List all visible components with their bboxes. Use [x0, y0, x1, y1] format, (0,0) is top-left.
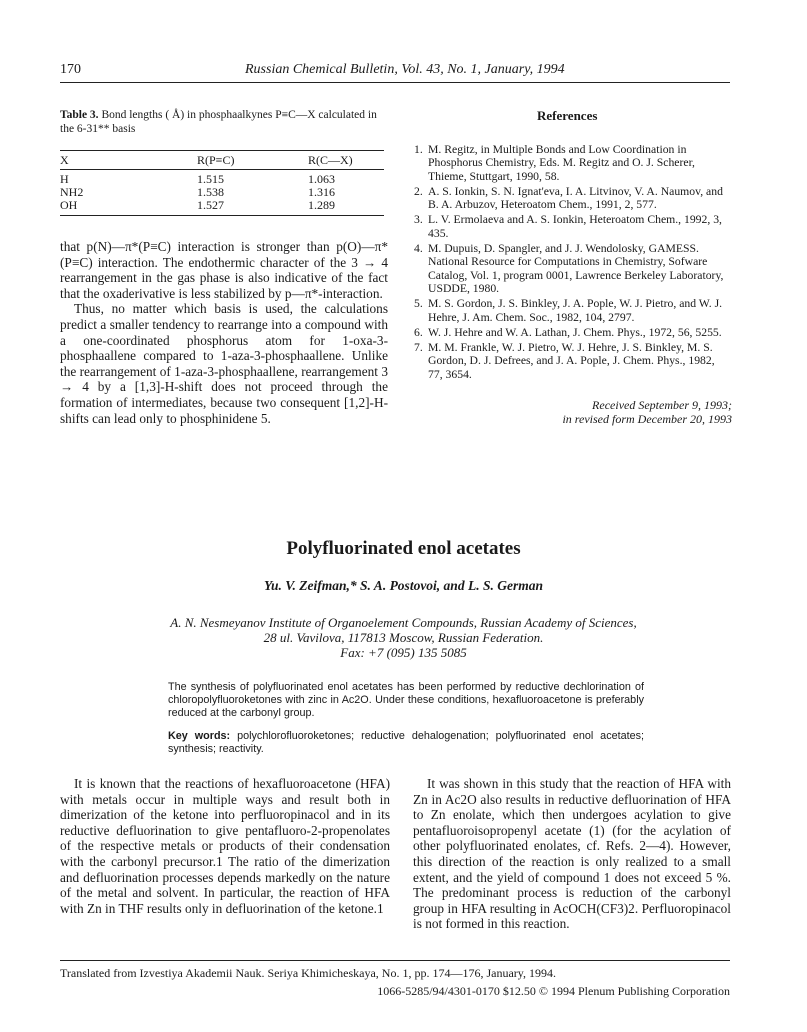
reference-number: 7.	[414, 341, 423, 355]
footer-rule	[60, 960, 730, 961]
abstract	[168, 681, 644, 756]
reference-text: W. J. Hehre and W. A. Lathan, J. Chem. Phys., 1972, 56, 5255.	[428, 325, 722, 339]
reference-item	[414, 297, 732, 324]
table-col-rcx: R(C—X)	[308, 153, 353, 167]
reference-item	[414, 326, 732, 339]
table-cell: NH2	[60, 185, 84, 199]
reference-text: M. Dupuis, D. Spangler, and J. J. Wendolosky, GAMESS. National Resource for Computations in Chemistry, Sofware Catalog, Vol. 1, program 0001, Lawrence Berkeley Laboratory, USDDE, 1980.	[428, 242, 724, 295]
intro-left-column	[60, 776, 390, 916]
article-title: Polyfluorinated enol acetates	[286, 538, 521, 559]
copyright-line: 1066-5285/94/4301-0170 $12.50 © 1994 Plenum Publishing Corporation	[377, 984, 730, 998]
affiliation	[0, 615, 807, 660]
paragraph: It was shown in this study that the reaction of HFA with Zn in Ac2O also results in reductive defluorination of HFA to Zn enolate, which then undergoes acylation to give pentafluoroisopropenyl acetate (1) (for the acylation of other polyfluorinated enolates, cf. Refs. 2—4). However, this direction of the reaction is only realized to a small extent, and the yield of compound 1 does not exceed 5 %. The predominant process is reduction of the carbonyl group in HFA resulting in AcOCH(CF3)2. Perfluoropinacol is not formed in this reaction.	[413, 776, 731, 932]
table-cell: 1.316	[308, 185, 335, 199]
reference-item	[414, 242, 732, 295]
table-col-x: X	[60, 153, 69, 167]
reference-item	[414, 341, 732, 381]
reference-text: M. M. Frankle, W. J. Pietro, W. J. Hehre, J. S. Binkley, M. S. Gordon, D. J. Defrees, and J. A. Pople, J. Chem. Phys., 1982, 77, 3654.	[428, 341, 715, 381]
keywords-text: polychlorofluoroketones; reductive dehalogenation; polyfluorinated enol acetates; synthesis; reactivity.	[168, 730, 645, 755]
left-column-top	[60, 239, 388, 426]
reference-item	[414, 213, 732, 240]
fax-line: Fax: +7 (095) 135 5085	[340, 645, 467, 660]
reference-item	[414, 143, 732, 183]
table-cell: H	[60, 172, 69, 186]
reference-number: 5.	[414, 297, 423, 311]
authors: Yu. V. Zeifman,* S. A. Postovoi, and L. S. German	[264, 578, 543, 593]
affiliation-line: A. N. Nesmeyanov Institute of Organoelement Compounds, Russian Academy of Sciences,	[170, 615, 637, 630]
intro-right-column	[413, 776, 731, 932]
abstract-text: The synthesis of polyfluorinated enol acetates has been performed by reductive dechlorination of chloropolyfluoroketones with zinc in Ac2O. Under these conditions, hexafluoroacetone is preferably reduced at the carbonyl group.	[168, 681, 644, 719]
affiliation-line: 28 ul. Vavilova, 117813 Moscow, Russian Federation.	[263, 630, 544, 645]
table-top-rule	[60, 150, 384, 151]
paragraph: that p(N)—π*(P≡C) interaction is stronger than p(O)—π*(P≡C) interaction. The endothermic character of the 3 → 4 rearrangement in the gas phase is also indicative of the fact that the oxaderivative is less stabilized by p—π*-interaction.	[60, 239, 388, 301]
reference-text: M. Regitz, in Multiple Bonds and Low Coordination in Phosphorus Chemistry, Eds. M. Regitz and O. J. Scherer, Thieme, Stuttgart, 1990, 58.	[428, 143, 695, 183]
reference-item	[414, 185, 732, 212]
reference-number: 3.	[414, 213, 423, 227]
table-col-rpc: R(P≡C)	[197, 153, 235, 167]
revised-date: in revised form December 20, 1993	[562, 412, 732, 426]
keywords	[168, 730, 644, 756]
header-rule	[60, 82, 730, 83]
table-cell: 1.538	[197, 185, 224, 199]
reference-number: 1.	[414, 143, 423, 156]
journal-header: Russian Chemical Bulletin, Vol. 43, No. 1, January, 1994	[245, 62, 565, 77]
table-cell: 1.527	[197, 198, 224, 212]
reference-number: 6.	[414, 325, 423, 339]
table-caption-text: Bond lengths ( Å) in phosphaalkynes P≡C—X calculated in the 6-31** basis	[60, 109, 377, 135]
reference-number: 2.	[414, 184, 423, 198]
table-cell: 1.289	[308, 198, 335, 212]
translation-note: Translated from Izvestiya Akademii Nauk. Seriya Khimicheskaya, No. 1, pp. 174—176, January, 1994.	[60, 966, 557, 980]
reference-number: 4.	[414, 242, 423, 256]
references-title: References	[537, 108, 598, 123]
table-cell: OH	[60, 198, 78, 212]
table-bottom-rule	[60, 215, 384, 216]
reference-text: A. S. Ionkin, S. N. Ignat'eva, I. A. Litvinov, V. A. Naumov, and B. A. Arbuzov, Heteroatom Chem., 1991, 2, 577.	[428, 184, 723, 212]
table-cell: 1.515	[197, 172, 224, 186]
table-header-rule	[60, 169, 384, 170]
received-dates	[562, 398, 732, 426]
paragraph: Thus, no matter which basis is used, the calculations predict a smaller tendency to rearrange into a compound with a one-coordinated phosphorus atom for 1-oxa-3-phosphaallene compared to 1-aza-3-phosphaallene. Unlike the rearrangement of 1-aza-3-phosphaallene, rearrangement 3 → 4 by a [1,3]-H-shift does not proceed through the formation of intermediates, because two consequent [1,2]-H-shifts can lead only to phosphinidene 5.	[60, 301, 388, 426]
received-date: Received September 9, 1993;	[592, 398, 732, 412]
page-number: 170	[60, 62, 81, 77]
paragraph: It is known that the reactions of hexafluoroacetone (HFA) with metals occur in multiple ways and result both in dimerization of the ketone into perfluoropinacol and in its reductive defluorination to give pentafluoro-2-propenolates of the respective metals or products of their condensation with the carbonyl precursor.1 The ratio of the dimerization and defluorination processes depends markedly on the nature of the metal and solvent. In particular, the reaction of HFA with Zn in THF results only in defluorination of the ketone.1	[60, 776, 390, 916]
table-caption	[60, 108, 390, 136]
reference-text: L. V. Ermolaeva and A. S. Ionkin, Heteroatom Chem., 1992, 3, 435.	[428, 213, 722, 240]
reference-text: M. S. Gordon, J. S. Binkley, J. A. Pople, W. J. Pietro, and W. J. Hehre, J. Am. Chem. Soc., 1982, 104, 2797.	[428, 297, 723, 324]
keywords-label: Key words:	[168, 730, 231, 742]
table-cell: 1.063	[308, 172, 335, 186]
references-list	[414, 143, 732, 383]
table-caption-label: Table 3.	[60, 109, 99, 121]
